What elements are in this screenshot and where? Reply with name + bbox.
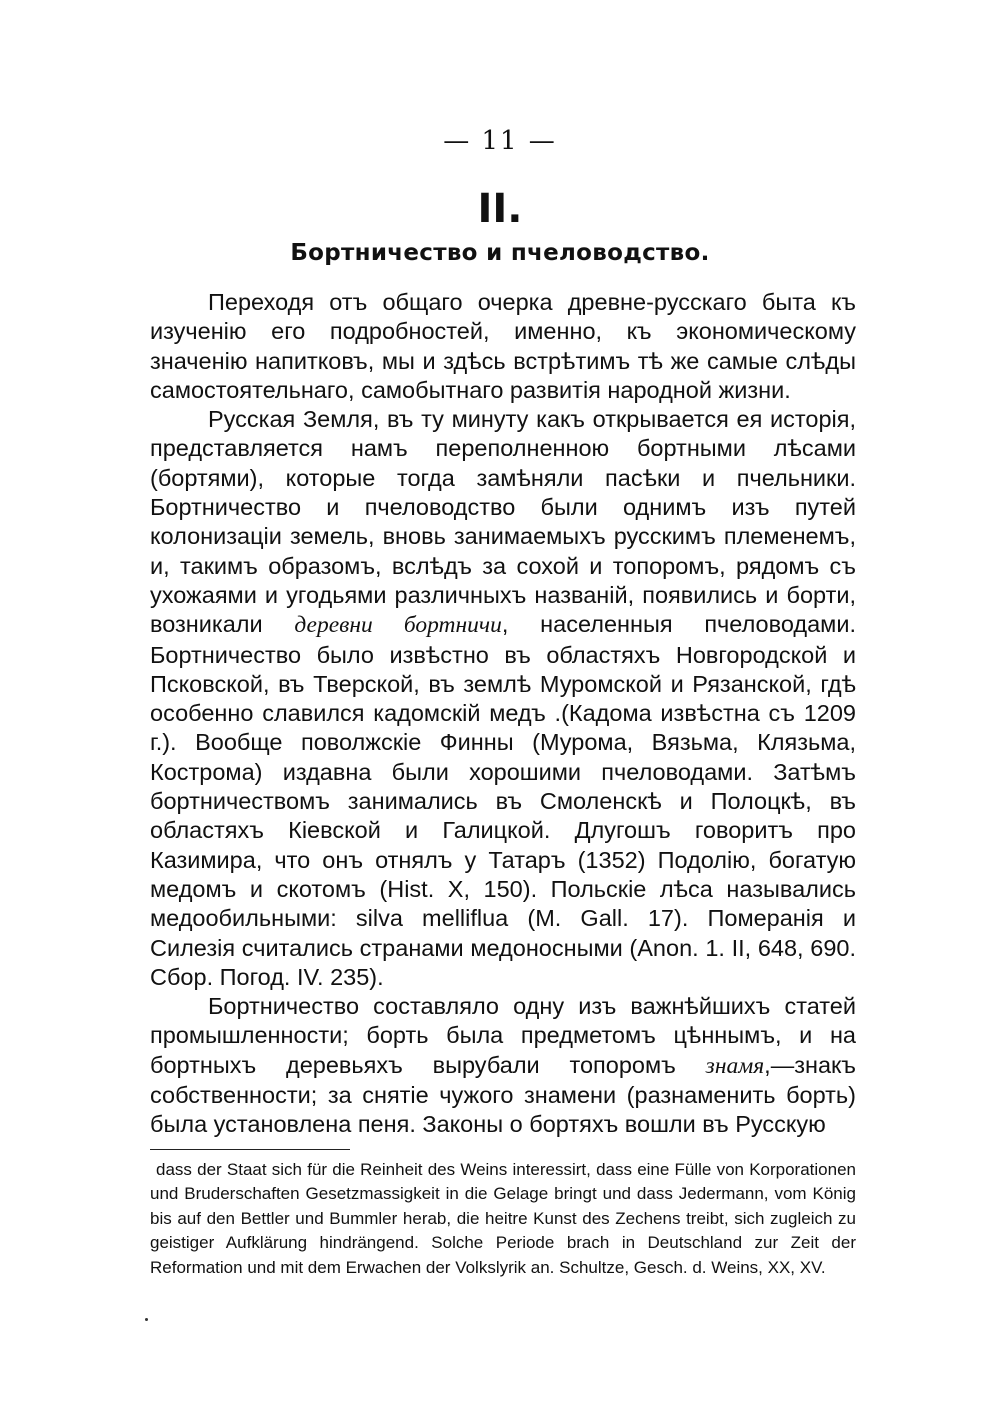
text-segment: ,—знакъ собственности; за снятiе чужого знамени (разнаменить борть) была установлена пеня. Законы о бортяхъ вошли въ Русскую	[150, 1051, 856, 1138]
paragraph	[150, 288, 856, 405]
text-segment: Бортничество составляло одну изъ важнѣйшихъ статей промышленности; борть была предметомъ цѣннымъ, и на бортныхъ деревьяхъ вырубали топоромъ	[150, 993, 856, 1078]
text-segment: , населенныя пчеловодами. Бортничество было извѣстно въ областяхъ Новгородской и Псковской, въ Тверской, въ землѣ Муромской и Рязанской, гдѣ особенно славился кадомскiй медъ .(Кадома извѣстна съ 1209 г.). Вообще поволжскiе Финны (Мурома, Вязьма, Клязьма, Кострома) издавна были хорошими пчеловодами. Затѣмъ бортничествомъ занимались въ Смоленскѣ и Полоцкѣ, въ областяхъ Кiевской и Галицкой. Длугошъ говоритъ про Казимира, что онъ отнялъ у Татаръ (1352) Подолiю, богатую медомъ и скотомъ (Hist. X, 150). Польскiе лѣса назывались медообильными: silva melliflua (M. Gall. 17). Померанiя и Силезiя считались странами медоносными (Anon. 1. II, 648, 690. Сбор. Погод. IV. 235).	[150, 611, 856, 990]
italic-term: знамя	[705, 1052, 765, 1079]
paragraph	[150, 405, 856, 992]
paragraph	[150, 992, 856, 1139]
chapter-numeral: II.	[477, 186, 523, 232]
print-speck	[145, 1318, 148, 1321]
footnote: dass der Staat sich für die Reinheit des Weins interessirt, dass eine Fülle von Korporationen und Bruderschaften Gesetzmassigkeit in die Gelage bringt und dass Jedermann, vom König bis auf den Bettler und Bummler herab, die heitre Kunst des Zechens treibt, sich zugleich zu geistiger Aufklärung hindrängend. Solche Periode brach in Deutschland zur Zeit der Reformation und mit dem Erwachen der Volkslyrik an. Schultze, Gesch. d. Weins, XX, XV.	[150, 1160, 856, 1277]
text-segment: Русская Земля, въ ту минуту какъ открывается ея исторiя, представляется намъ переполненною бортными лѣсами (бортями), которые тогда замѣняли пасѣки и пчельники. Бортничество и пчеловодство были однимъ изъ путей колонизацiи земель, вновь занимаемыхъ русскимъ племенемъ, и, такимъ образомъ, вслѣдъ за сохой и топоромъ, рядомъ съ ухожаями и угодьями различныхъ названiй, появились и борти, возникали	[150, 406, 856, 638]
italic-term: деревни бортничи	[294, 612, 502, 639]
chapter-title: Бортничество и пчеловодство.	[290, 240, 710, 266]
body-text	[150, 288, 856, 1140]
page-number: — 11 —	[443, 126, 557, 156]
footnote-divider	[150, 1149, 350, 1150]
text-segment: Переходя отъ общаго очерка древне-русскаго быта къ изученiю его подробностей, именно, къ экономическому значенiю напитковъ, мы и здѣсь встрѣтимъ тѣ же самые слѣды самостоятельнаго, самобытнаго развитiя народной жизни.	[150, 289, 856, 403]
